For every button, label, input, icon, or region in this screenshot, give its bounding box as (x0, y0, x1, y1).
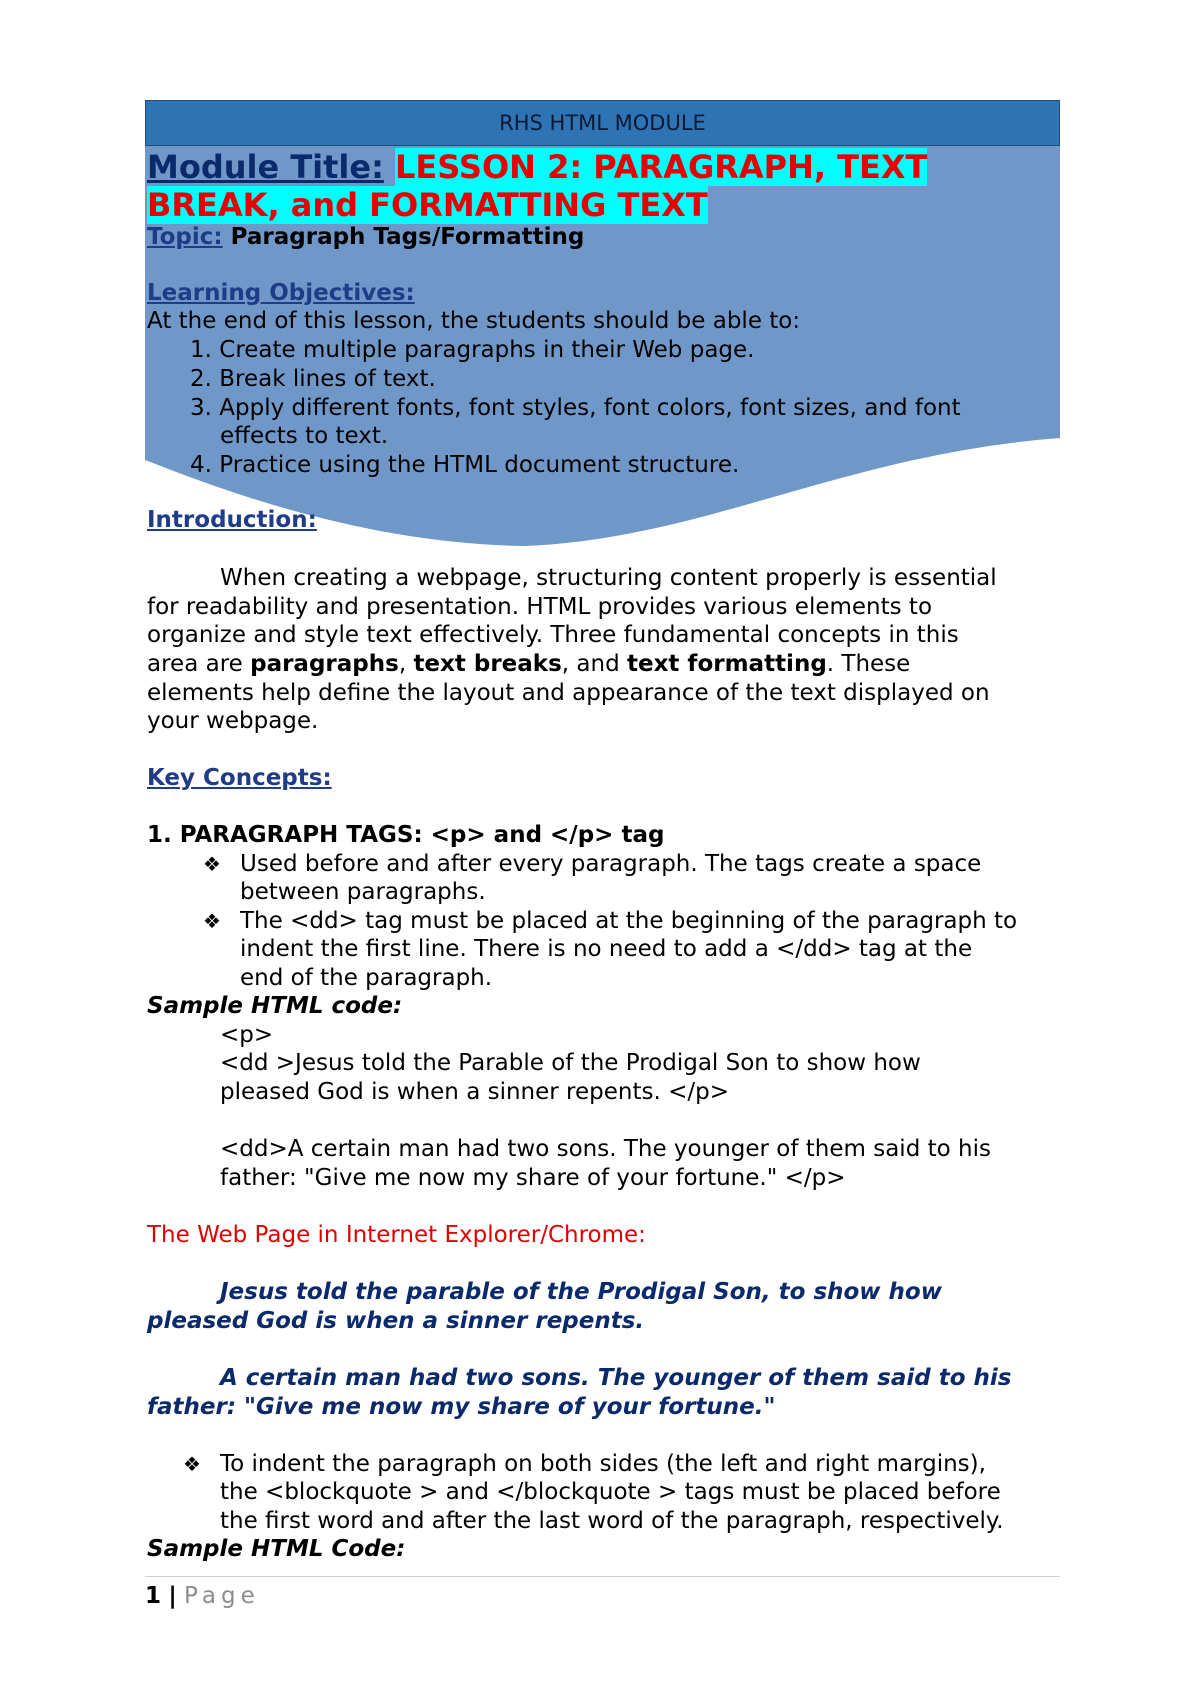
bullet-line: the first word and after the last word of the paragraph, respectively. (220, 1508, 1004, 1534)
bullet-item (202, 907, 222, 936)
module-title-line1 (147, 148, 927, 186)
bullet-line: To indent the paragraph on both sides (the left and right margins), (220, 1451, 986, 1477)
objectives-heading: Learning Objectives: (147, 280, 415, 306)
bullet-line: the <blockquote > and </blockquote > tags must be placed before (220, 1479, 1001, 1505)
code-line: <p> (220, 1022, 274, 1048)
bullet-item (182, 1450, 202, 1479)
intro-bold-text-breaks: text breaks (413, 651, 562, 677)
footer-divider (145, 1576, 1060, 1577)
intro-text: , and (561, 651, 627, 677)
intro-line-formatted (147, 650, 910, 679)
objective-item: 1. Create multiple paragraphs in their Web page. (190, 337, 755, 363)
intro-text: area are (147, 651, 251, 677)
intro-bold-paragraphs: paragraphs (250, 651, 399, 677)
paragraph-tags-title: 1. PARAGRAPH TAGS: <p> and </p> tag (147, 822, 665, 848)
topic-value: Paragraph Tags/Formatting (230, 224, 585, 250)
introduction-heading: Introduction: (147, 507, 317, 533)
rendered-line: father: "Give me now my share of your fortune." (147, 1394, 776, 1420)
code-line: <dd>A certain man had two sons. The younger of them said to his (220, 1136, 991, 1162)
bullet-item (202, 850, 222, 879)
intro-line: your webpage. (147, 708, 319, 734)
objective-item: 2. Break lines of text. (190, 366, 436, 392)
intro-text: , (398, 651, 414, 677)
diamond-bullet-icon: ❖ (183, 1452, 201, 1476)
footer-separator: | (168, 1583, 177, 1609)
bullet-line: The <dd> tag must be placed at the beginning of the paragraph to (240, 908, 1018, 934)
objectives-intro: At the end of this lesson, the students should be able to: (147, 308, 801, 334)
page-word: Page (184, 1583, 260, 1609)
module-title-text: LESSON 2: PARAGRAPH, TEXT (395, 148, 928, 186)
intro-line: organize and style text effectively. Three fundamental concepts in this (147, 622, 959, 648)
module-header-bar (145, 100, 1060, 146)
browser-output-label: The Web Page in Internet Explorer/Chrome: (147, 1222, 646, 1248)
code-line: pleased God is when a sinner repents. </p> (220, 1079, 729, 1105)
rendered-line: pleased God is when a sinner repents. (147, 1308, 645, 1334)
intro-text: . These (826, 651, 911, 677)
sample-code-label-2: Sample HTML Code: (147, 1536, 406, 1562)
bullet-line: indent the first line. There is no need to add a </dd> tag at the (240, 936, 973, 962)
rendered-line: A certain man had two sons. The younger of them said to his (220, 1365, 1012, 1391)
objective-item: 4. Practice using the HTML document structure. (190, 452, 740, 478)
bullet-line: end of the paragraph. (240, 965, 493, 991)
intro-bold-text-formatting: text formatting (627, 651, 827, 677)
code-line: father: "Give me now my share of your fortune." </p> (220, 1165, 846, 1191)
intro-line: elements help define the layout and appearance of the text displayed on (147, 680, 990, 706)
topic-label: Topic: (147, 224, 223, 250)
page-number: 1 (145, 1583, 162, 1609)
rendered-line: Jesus told the parable of the Prodigal Son, to show how (220, 1279, 942, 1305)
topic-line (147, 224, 584, 250)
module-title-text-2: BREAK, and FORMATTING TEXT (147, 186, 708, 224)
module-header-title: RHS HTML MODULE (499, 111, 706, 135)
page-footer (145, 1583, 260, 1609)
bullet-line: Used before and after every paragraph. The tags create a space (240, 851, 982, 877)
diamond-bullet-icon: ❖ (203, 852, 221, 876)
intro-line: When creating a webpage, structuring content properly is essential (220, 565, 997, 591)
code-line: <dd >Jesus told the Parable of the Prodigal Son to show how (220, 1050, 921, 1076)
objective-item-cont: effects to text. (220, 423, 389, 449)
sample-code-label: Sample HTML code: (147, 993, 403, 1019)
module-title-line2 (147, 186, 708, 224)
key-concepts-heading: Key Concepts: (147, 765, 332, 791)
intro-line: for readability and presentation. HTML provides various elements to (147, 594, 933, 620)
objective-item: 3. Apply different fonts, font styles, font colors, font sizes, and font (190, 395, 961, 421)
module-title-label: Module Title: (147, 148, 384, 186)
diamond-bullet-icon: ❖ (203, 909, 221, 933)
bullet-line: between paragraphs. (240, 879, 486, 905)
